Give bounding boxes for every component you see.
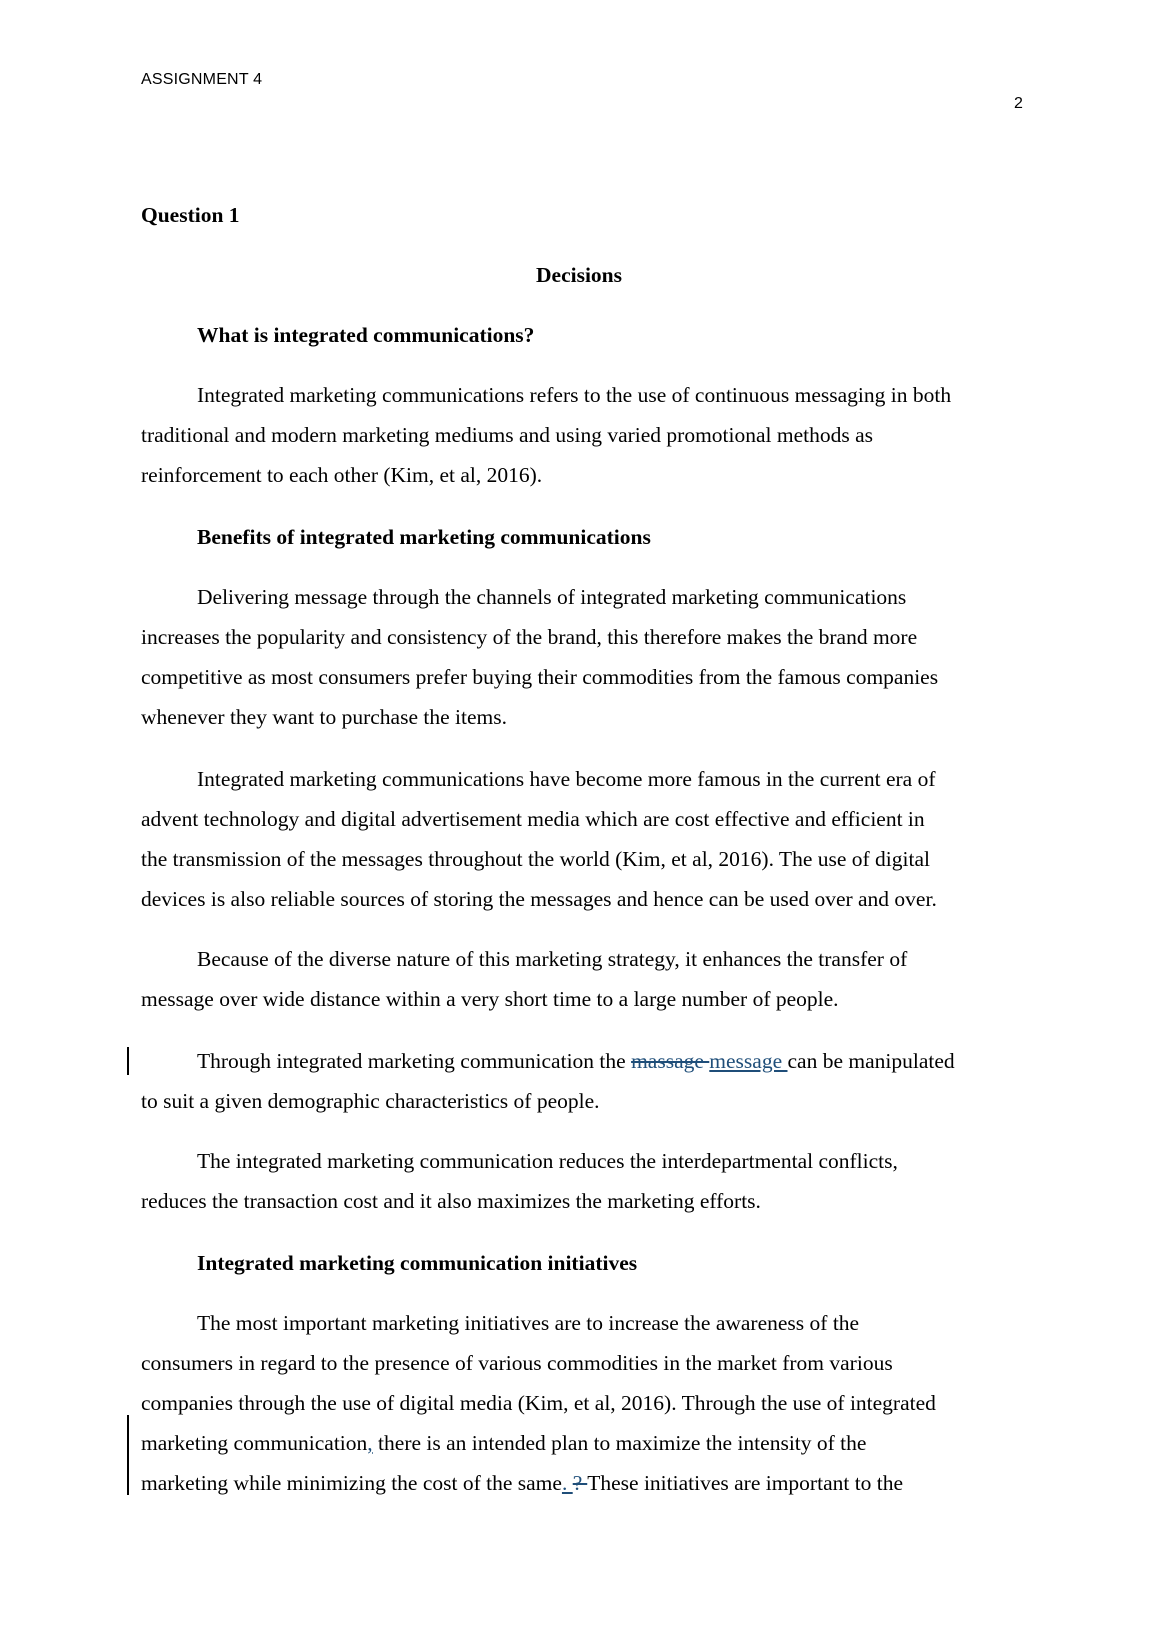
tracked-insertion: , bbox=[367, 1431, 373, 1455]
page-number: 2 bbox=[1014, 95, 1023, 112]
paragraph-line-tracked bbox=[197, 1047, 955, 1075]
paragraph-line: Because of the diverse nature of this marketing strategy, it enhances the transfer of bbox=[197, 947, 908, 971]
text-run: can be manipulated bbox=[787, 1049, 955, 1073]
paragraph-line: Integrated marketing communications have become more famous in the current era of bbox=[197, 767, 936, 791]
running-header: ASSIGNMENT 4 bbox=[141, 71, 263, 88]
tracked-deletion: ? bbox=[572, 1471, 588, 1495]
paragraph-line: traditional and modern marketing mediums and using varied promotional methods as bbox=[141, 423, 874, 447]
question-heading: Question 1 bbox=[141, 203, 240, 227]
paragraph-line: whenever they want to purchase the items. bbox=[141, 705, 507, 729]
tracked-insertion: message bbox=[709, 1049, 788, 1073]
text-run: marketing while minimizing the cost of the same bbox=[141, 1471, 562, 1495]
paragraph-line: reduces the transaction cost and it also maximizes the marketing efforts. bbox=[141, 1189, 761, 1213]
paragraph-line: devices is also reliable sources of storing the messages and hence can be used over and over. bbox=[141, 887, 937, 911]
tracked-insertion: . bbox=[561, 1471, 573, 1495]
change-bar bbox=[127, 1047, 129, 1075]
paragraph-line: the transmission of the messages throughout the world (Kim, et al, 2016). The use of digital bbox=[141, 847, 930, 871]
paragraph-line: The integrated marketing communication reduces the interdepartmental conflicts, bbox=[197, 1149, 898, 1173]
paragraph-line: competitive as most consumers prefer buying their commodities from the famous companies bbox=[141, 665, 939, 689]
paragraph-line: Integrated marketing communications refers to the use of continuous messaging in both bbox=[197, 383, 952, 407]
subheading-what-is-ic: What is integrated communications? bbox=[197, 323, 535, 347]
text-run: Through integrated marketing communication the bbox=[197, 1049, 632, 1073]
paragraph-line: Delivering message through the channels of integrated marketing communications bbox=[197, 585, 907, 609]
paragraph-line: companies through the use of digital media (Kim, et al, 2016). Through the use of integrated bbox=[141, 1391, 936, 1415]
subheading-benefits: Benefits of integrated marketing communications bbox=[197, 525, 651, 549]
paragraph-line-tracked bbox=[141, 1469, 903, 1497]
paragraph-line: reinforcement to each other (Kim, et al, 2016). bbox=[141, 463, 543, 487]
paragraph-line: advent technology and digital advertisement media which are cost effective and efficient in bbox=[141, 807, 925, 831]
change-bar bbox=[127, 1415, 129, 1495]
paragraph-line: increases the popularity and consistency of the brand, this therefore makes the brand more bbox=[141, 625, 918, 649]
tracked-deletion: massage bbox=[631, 1049, 710, 1073]
text-run: marketing communication bbox=[141, 1431, 368, 1455]
paragraph-line: consumers in regard to the presence of various commodities in the market from various bbox=[141, 1351, 893, 1375]
paragraph-line: to suit a given demographic characteristics of people. bbox=[141, 1089, 600, 1113]
section-title: Decisions bbox=[536, 263, 622, 287]
text-run: there is an intended plan to maximize the intensity of the bbox=[372, 1431, 867, 1455]
paragraph-line-tracked bbox=[141, 1429, 866, 1457]
subheading-initiatives: Integrated marketing communication initiatives bbox=[197, 1251, 638, 1275]
paragraph-line: The most important marketing initiatives are to increase the awareness of the bbox=[197, 1311, 860, 1335]
paragraph-line: message over wide distance within a very short time to a large number of people. bbox=[141, 987, 839, 1011]
text-run: These initiatives are important to the bbox=[587, 1471, 904, 1495]
